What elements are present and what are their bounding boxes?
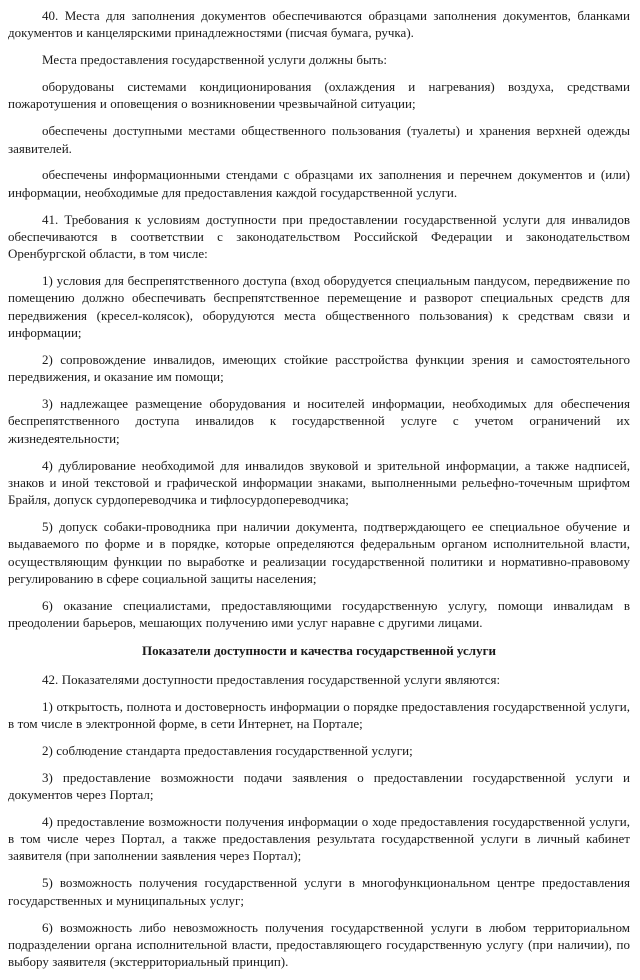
- paragraph-40-intro: 40. Места для заполнения документов обеспечиваются образцами заполнения документов, бланками документов и канцелярскими принадлежностями (писчая бумага, ручка).: [8, 8, 630, 41]
- paragraph-41-item-5: 5) допуск собаки-проводника при наличии документа, подтверждающего ее специальное обучение и выдаваемого по форме и в порядке, которые определяются федеральным органом исполнительной власти, осуществляющим функции по выработке и реализации государственной политики и нормативно-правовому регулированию в сфере социальной защиты населения;: [8, 519, 630, 586]
- paragraph-41-item-4: 4) дублирование необходимой для инвалидов звуковой и зрительной информации, а также надписей, знаков и иной текстовой и графической информации знаками, выполненными рельефно-точечным шрифтом Брайля, допуск сурдопереводчика и тифлосурдопереводчика;: [8, 457, 630, 508]
- paragraph-41-intro: 41. Требования к условиям доступности при предоставлении государственной услуги для инвалидов обеспечиваются в соответствии с законодательством Российской Федерации и законодательством Оренбургской области, в том числе:: [8, 211, 630, 262]
- paragraph-41-item-3: 3) надлежащее размещение оборудования и носителей информации, необходимых для обеспечения беспрепятственного доступа инвалидов к государственной услуге с учетом ограничений их жизнедеятельности;: [8, 396, 630, 446]
- document-page: [8, 7, 630, 980]
- paragraph-40-places: Места предоставления государственной услуги должны быть:: [42, 52, 387, 68]
- paragraph-41-item-2: 2) сопровождение инвалидов, имеющих стойкие расстройства функции зрения и самостоятельного передвижения, и оказание им помощи;: [8, 351, 630, 385]
- paragraph-40-stands: обеспечены информационными стендами с образцами их заполнения и перечнем документов и (или) информации, необходимые для предоставления каждой государственной услуги.: [8, 167, 630, 200]
- paragraph-42-item-5: 5) возможность получения государственной услуги в многофункциональном центре предоставления государственных и муниципальных услуг;: [8, 875, 630, 908]
- paragraph-42-item-6: 6) возможность либо невозможность получения государственной услуги в любом территориальном подразделении органа исполнительной власти, предоставляющего государственную услугу (при наличии), по выбору заявителя (экстерриториальный принцип).: [8, 919, 630, 970]
- paragraph-41-item-6: 6) оказание специалистами, предоставляющими государственную услугу, помощи инвалидам в преодолении барьеров, мешающих получению ими услуг наравне с другими лицами.: [8, 597, 630, 631]
- paragraph-42-item-2: 2) соблюдение стандарта предоставления государственной услуги;: [42, 742, 413, 758]
- paragraph-42-item-1: 1) открытость, полнота и достоверность информации о порядке предоставления государственной услуги, в том числе в электронной форме, в сети Интернет, на Портале;: [8, 698, 630, 731]
- paragraph-42-intro: 42. Показателями доступности предоставления государственной услуги являются:: [42, 671, 501, 687]
- section-heading: Показатели доступности и качества государственной услуги: [141, 643, 496, 659]
- paragraph-42-item-3: 3) предоставление возможности подачи заявления о предоставлении государственной услуги и документов через Портал;: [8, 769, 630, 802]
- paragraph-40-facilities: обеспечены доступными местами общественного пользования (туалеты) и хранения верхней одежды заявителей.: [8, 123, 630, 156]
- paragraph-40-equipment: оборудованы системами кондиционирования (охлаждения и нагревания) воздуха, средствами пожаротушения и оповещения о возникновении чрезвычайной ситуации;: [8, 79, 630, 112]
- paragraph-42-item-4: 4) предоставление возможности получения информации о ходе предоставления государственной услуги, в том числе через Портал, а также предоставления результата государственной услуги в личный кабинет заявителя (при заполнении заявления через Портал);: [8, 813, 630, 864]
- paragraph-41-item-1: 1) условия для беспрепятственного доступа (вход оборудуется специальным пандусом, передвижение по помещению должно обеспечивать беспрепятственное перемещение и разворот специальных средств для передвижения (кресел-колясок), оборудуются места общественного пользования) к средствам связи и информации;: [8, 273, 630, 341]
